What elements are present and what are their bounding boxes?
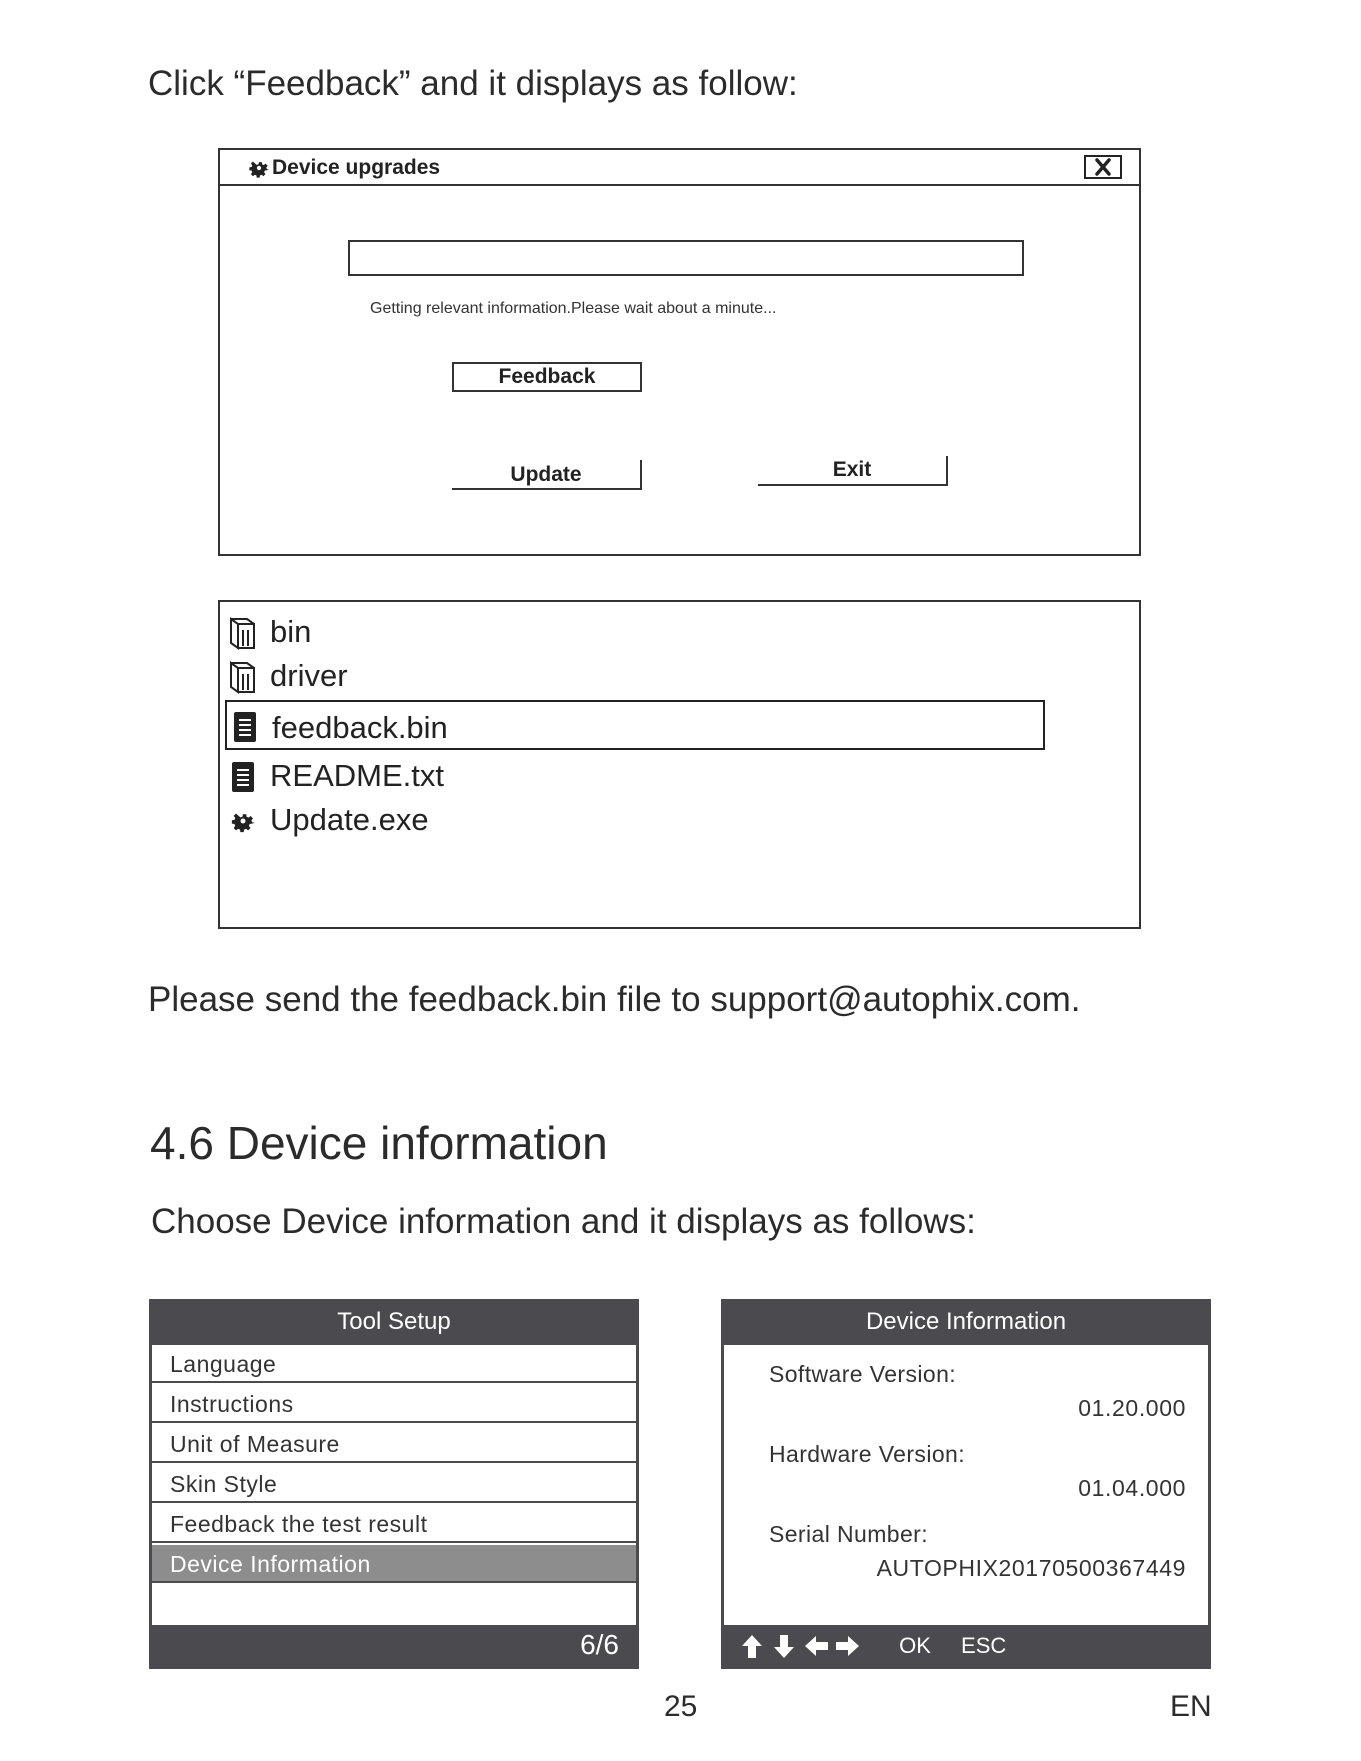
device-info-body (724, 1345, 1208, 1625)
feedback-button[interactable]: Feedback (452, 362, 642, 392)
screen-title: Tool Setup (337, 1308, 451, 1335)
progress-bar (348, 240, 1024, 276)
dialog-title: Device upgrades (272, 156, 441, 179)
folder-icon (228, 660, 258, 694)
menu-item-empty (152, 1585, 636, 1623)
close-button[interactable] (1084, 155, 1122, 179)
file-name: README.txt (270, 758, 444, 793)
section-heading: 4.6 Device information (150, 1117, 608, 1169)
file-name: bin (270, 614, 312, 649)
gear-icon (246, 155, 272, 181)
page-number: 25 (664, 1690, 698, 1723)
menu-item-feedback[interactable]: Feedback the test result (152, 1505, 636, 1543)
screen-footer (721, 1625, 1211, 1669)
arrow-left-icon[interactable] (803, 1631, 829, 1661)
tool-setup-menu (152, 1345, 636, 1625)
page-indicator: 6/6 (580, 1629, 619, 1660)
language-label: EN (1170, 1690, 1212, 1723)
serial-number-label: Serial Number: (769, 1521, 928, 1547)
menu-item-device-information[interactable]: Device Information (152, 1545, 636, 1583)
file-list (218, 600, 1141, 929)
send-instructions: Please send the feedback.bin file to support@autophix.com. (148, 980, 1081, 1019)
list-item-selected[interactable] (225, 700, 1045, 750)
nav-keys (739, 1631, 1006, 1661)
list-item[interactable] (228, 654, 1048, 694)
list-item[interactable] (228, 798, 1048, 838)
intro-text: Click “Feedback” and it displays as follow: (148, 64, 798, 103)
dialog-titlebar (220, 150, 1139, 186)
screen-title: Device Information (865, 1308, 1067, 1335)
menu-item-skin-style[interactable]: Skin Style (152, 1465, 636, 1503)
menu-item-language[interactable]: Language (152, 1345, 636, 1383)
device-upgrades-dialog (218, 148, 1141, 556)
update-button[interactable]: Update (452, 460, 642, 490)
file-name: Update.exe (270, 802, 429, 837)
ok-key[interactable]: OK (899, 1633, 931, 1658)
arrow-up-icon[interactable] (739, 1631, 765, 1661)
list-item[interactable] (228, 754, 1048, 794)
software-version-label: Software Version: (769, 1361, 957, 1387)
hardware-version-value: 01.04.000 (1078, 1475, 1186, 1501)
menu-item-instructions[interactable]: Instructions (152, 1385, 636, 1423)
folder-icon (228, 616, 258, 650)
arrow-down-icon[interactable] (771, 1631, 797, 1661)
device-information-screen (721, 1299, 1211, 1669)
file-name: feedback.bin (272, 710, 448, 745)
hardware-version-label: Hardware Version: (769, 1441, 965, 1467)
exit-button[interactable]: Exit (758, 456, 948, 486)
gear-icon (228, 804, 258, 838)
serial-number-value: AUTOPHIX20170500367449 (876, 1555, 1186, 1581)
close-icon (1086, 157, 1120, 177)
list-item[interactable] (228, 610, 1048, 650)
screen-footer (149, 1625, 639, 1669)
arrow-right-icon[interactable] (835, 1631, 861, 1661)
document-icon (230, 710, 260, 744)
esc-key[interactable]: ESC (961, 1633, 1007, 1658)
document-icon (228, 760, 258, 794)
menu-item-unit-of-measure[interactable]: Unit of Measure (152, 1425, 636, 1463)
choose-instructions: Choose Device information and it displays as follows: (151, 1202, 976, 1241)
software-version-value: 01.20.000 (1078, 1395, 1186, 1421)
status-text: Getting relevant information.Please wait about a minute... (370, 300, 777, 317)
tool-setup-screen (149, 1299, 639, 1669)
file-name: driver (270, 658, 348, 693)
